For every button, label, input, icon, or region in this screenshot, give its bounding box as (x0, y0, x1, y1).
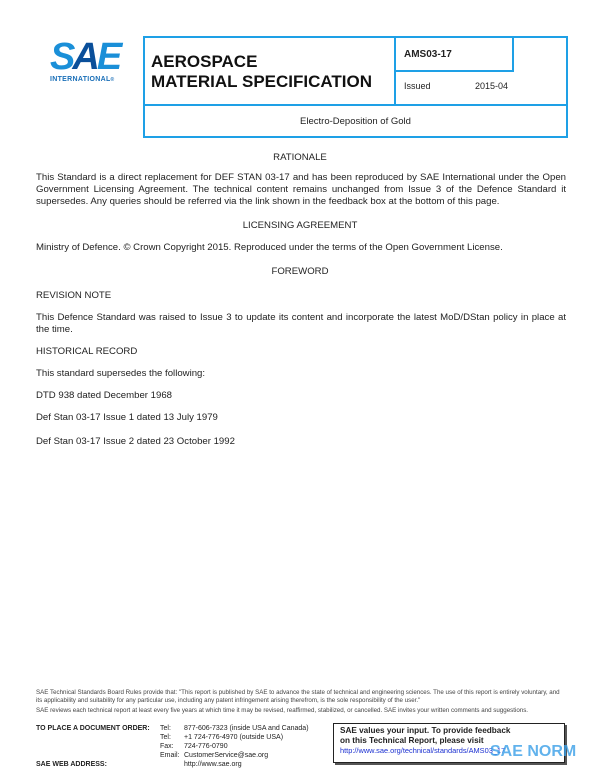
contact-email[interactable]: CustomerService@sae.org (184, 752, 269, 759)
contact-label: Fax: (160, 743, 174, 750)
issued-label: Issued (404, 81, 431, 91)
contact-label: Tel: (160, 725, 171, 732)
licensing-heading: LICENSING AGREEMENT (242, 220, 358, 231)
foreword-heading: FOREWORD (271, 266, 329, 277)
contact-label: Tel: (160, 734, 171, 741)
web-label: SAE WEB ADDRESS: (36, 761, 107, 768)
contact-value: +1 724-776-4970 (outside USA) (184, 734, 284, 741)
rationale-text: This Standard is a direct replacement for DEF STAN 03-17 and has been reproduced by SAE International under the Open Government Licensing Agreement. The technical content remains unchanged from Issue 3 of the Defence Standard it supersedes. Any queries should be referred via the link shown in the feedback box at the bottom of this page. (36, 172, 566, 207)
revision-text: This Defence Standard was raised to Issue 3 to update its content and incorporate the latest MoD/DStan policy in place at the time. (36, 312, 566, 335)
contact-value: 724-776-0790 (184, 743, 228, 750)
watermark: SAE NORM (490, 743, 577, 760)
feedback-line: on this Technical Report, please visit (340, 736, 484, 745)
historical-intro: This standard supersedes the following: (36, 368, 206, 379)
contact-label: Email: (160, 752, 180, 759)
contact-value: 877-606-7323 (inside USA and Canada) (184, 725, 309, 732)
spec-type-title: AEROSPACE MATERIAL SPECIFICATION (151, 52, 372, 91)
historical-heading: HISTORICAL RECORD (36, 346, 138, 357)
sae-logo: SAE INTERNATIONAL® (50, 36, 120, 83)
contact-list (160, 724, 309, 769)
header-box (143, 36, 568, 138)
licensing-text: Ministry of Defence. © Crown Copyright 2015. Reproduced under the terms of the Open Government License. (36, 242, 503, 253)
legal-review-note: SAE reviews each technical report at least every five years at which time it may be revised, reaffirmed, stabilized, or cancelled. SAE invites your written comments and suggestions. (36, 707, 529, 714)
rationale-heading: RATIONALE (273, 152, 327, 163)
revision-heading: REVISION NOTE (36, 290, 112, 301)
web-address-link[interactable]: http://www.sae.org (184, 761, 242, 768)
historical-item: Def Stan 03-17 Issue 1 dated 13 July 1979 (36, 412, 218, 423)
legal-disclaimer: SAE Technical Standards Board Rules provide that: "This report is published by SAE to advance the state of technical and engineering sciences. The use of this report is entirely voluntary, and its applicability and suitability for any particular use, including any patent infringement arising therefrom, is the sole responsibility of the user." (36, 689, 560, 704)
document-subject: Electro-Deposition of Gold (300, 116, 411, 127)
issued-date: 2015-04 (475, 81, 509, 91)
feedback-line: SAE values your input. To provide feedback (340, 726, 511, 735)
historical-item: Def Stan 03-17 Issue 2 dated 23 October 1992 (36, 436, 235, 447)
doc-number: AMS03-17 (404, 49, 452, 60)
order-label: TO PLACE A DOCUMENT ORDER: (36, 725, 150, 732)
historical-item: DTD 938 dated December 1968 (36, 390, 172, 401)
feedback-link[interactable]: http://www.sae.org/technical/standards/AMS03_17 (340, 746, 506, 755)
